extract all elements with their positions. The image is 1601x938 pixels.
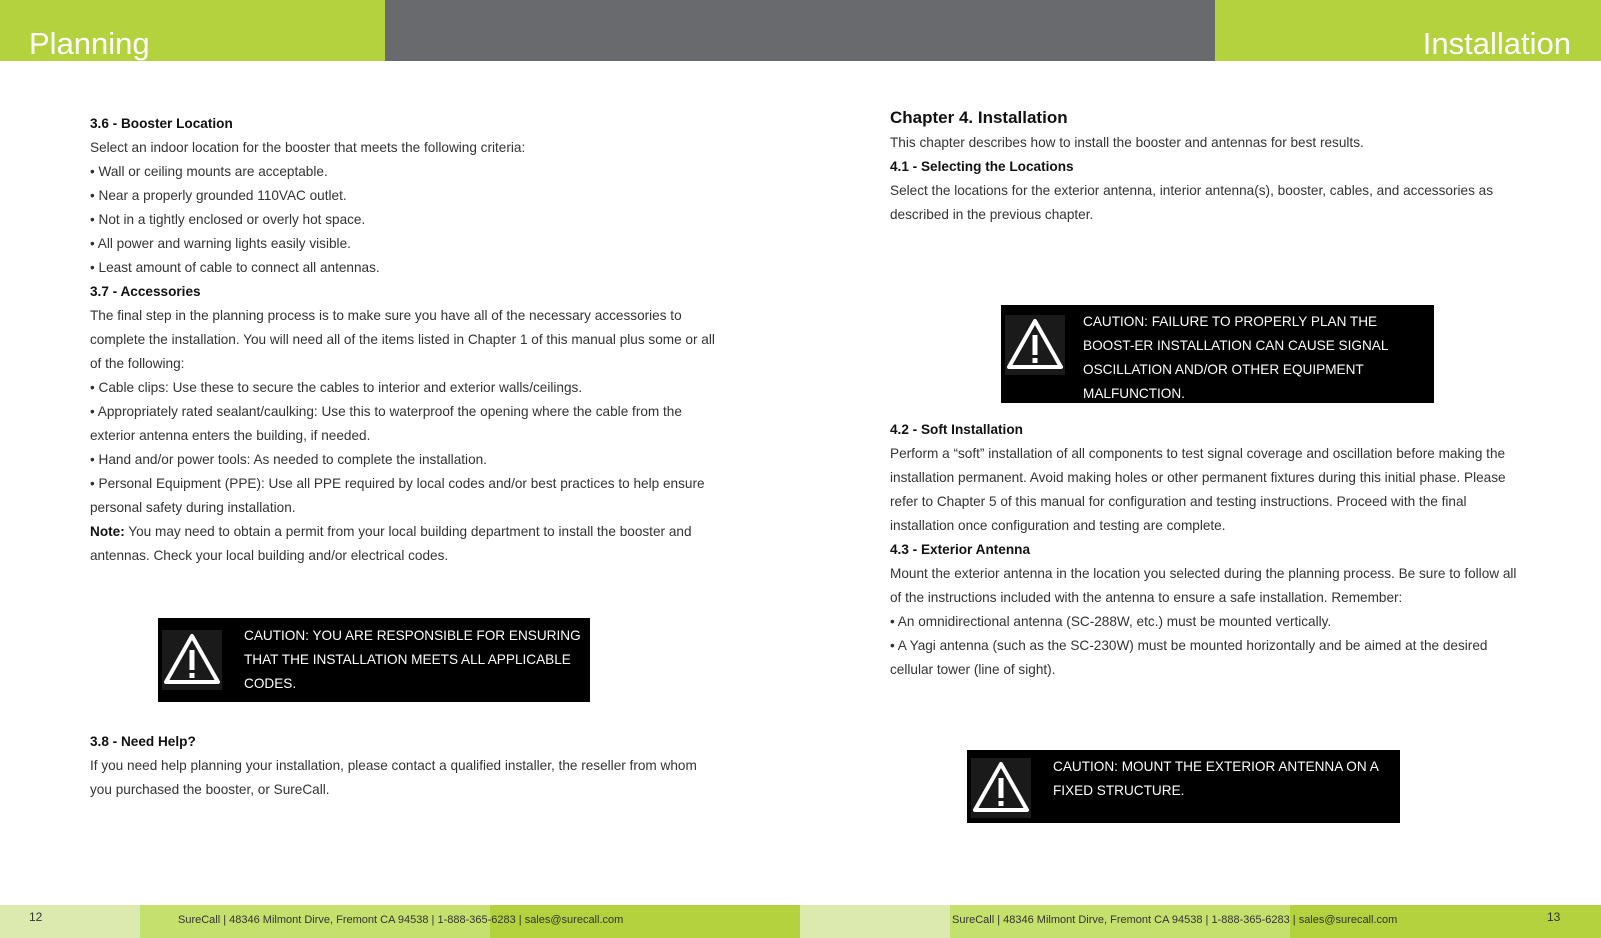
caution-text: CAUTION: YOU ARE RESPONSIBLE FOR ENSURING THAT THE INSTALLATION MEETS ALL APPLICABLE CODES. <box>244 628 581 691</box>
list-item: • All power and warning lights easily visible. <box>90 236 351 251</box>
section-4-1-heading: 4.1 - Selecting the Locations <box>890 159 1074 174</box>
section-4-1-text: Select the locations for the exterior antenna, interior antenna(s), booster, cables, and accessories as described in the previous chapter. <box>890 183 1493 222</box>
note-label: Note: <box>90 524 125 539</box>
note-paragraph <box>90 520 715 568</box>
list-item: • Least amount of cable to connect all antennas. <box>90 260 380 275</box>
list-item: • A Yagi antenna (such as the SC-230W) must be mounted horizontally and be aimed at the desired cellular tower (line of sight). <box>890 638 1488 677</box>
right-page-bottom <box>890 418 1520 682</box>
section-4-2-heading: 4.2 - Soft Installation <box>890 422 1023 437</box>
header-middle-band <box>385 0 1215 61</box>
header-left-title: Planning <box>29 26 150 61</box>
section-4-3-heading: 4.3 - Exterior Antenna <box>890 542 1030 557</box>
warning-triangle-icon <box>1005 315 1065 375</box>
list-item: • Hand and/or power tools: As needed to complete the installation. <box>90 452 487 467</box>
list-item: • Appropriately rated sealant/caulking: Use this to waterproof the opening where the cable from the exterior antenna enters the building, if needed. <box>90 404 682 443</box>
caution-box-codes <box>158 618 590 702</box>
list-item: • Near a properly grounded 110VAC outlet. <box>90 188 347 203</box>
footer-contact-right: SureCall | 48346 Milmont Dirve, Fremont CA 94538 | 1-888-365-6283 | sales@surecall.com <box>952 914 1398 926</box>
chapter-title: Chapter 4. Installation <box>890 108 1068 127</box>
section-3-6-intro: Select an indoor location for the booster that meets the following criteria: <box>90 140 526 155</box>
warning-triangle-icon <box>971 758 1031 818</box>
section-4-3-text: Mount the exterior antenna in the location you selected during the planning process. Be sure to follow all of the instructions included with the antenna to ensure a safe installation. Remember: <box>890 566 1517 605</box>
list-item: • Cable clips: Use these to secure the cables to interior and exterior walls/ceilings. <box>90 380 583 395</box>
left-page-number: 12 <box>29 910 43 924</box>
section-4-2-text: Perform a “soft” installation of all components to test signal coverage and oscillation before making the installation permanent. Avoid making holes or other permanent fixtures during this initial phase. Please refer to Chapter 5 of this manual for configuration and testing instructions. Proceed with the final installation once configuration and testing are complete. <box>890 446 1506 533</box>
left-page-content <box>90 112 715 568</box>
section-3-6-heading: 3.6 - Booster Location <box>90 116 233 131</box>
caution-box-planning <box>1001 305 1434 403</box>
section-3-8 <box>90 730 715 802</box>
section-3-8-text: If you need help planning your installation, please contact a qualified installer, the reseller from whom you purchased the booster, or SureCall. <box>90 758 697 797</box>
note-text: You may need to obtain a permit from your local building department to install the booster and antennas. Check your local building and/or electrical codes. <box>90 524 692 563</box>
right-page-number: 13 <box>1547 910 1561 924</box>
footer-band <box>0 905 140 938</box>
chapter-intro: This chapter describes how to install the booster and antennas for best results. <box>890 135 1364 150</box>
section-3-8-heading: 3.8 - Need Help? <box>90 734 196 749</box>
section-3-7-heading: 3.7 - Accessories <box>90 284 201 299</box>
footer-contact-left: SureCall | 48346 Milmont Dirve, Fremont CA 94538 | 1-888-365-6283 | sales@surecall.com <box>178 914 624 926</box>
footer-band <box>800 905 950 938</box>
caution-box-antenna <box>967 750 1400 823</box>
right-page-top <box>890 105 1520 227</box>
warning-triangle-icon <box>162 630 222 690</box>
list-item: • Wall or ceiling mounts are acceptable. <box>90 164 328 179</box>
section-3-7-intro: The final step in the planning process is to make sure you have all of the necessary accessories to complete the installation. You will need all of the items listed in Chapter 1 of this manual plus some or all of the following: <box>90 308 715 371</box>
list-item: • Personal Equipment (PPE): Use all PPE required by local codes and/or best practices to help ensure personal safety during installation. <box>90 476 705 515</box>
header-right-title: Installation <box>1422 26 1571 61</box>
caution-text: CAUTION: MOUNT THE EXTERIOR ANTENNA ON A FIXED STRUCTURE. <box>1053 759 1379 798</box>
caution-text: CAUTION: FAILURE TO PROPERLY PLAN THE BOOST-ER INSTALLATION CAN CAUSE SIGNAL OSCILLATION AND/OR OTHER EQUIPMENT MALFUNCTION. <box>1083 314 1388 401</box>
list-item: • Not in a tightly enclosed or overly hot space. <box>90 212 366 227</box>
list-item: • An omnidirectional antenna (SC-288W, etc.) must be mounted vertically. <box>890 614 1332 629</box>
